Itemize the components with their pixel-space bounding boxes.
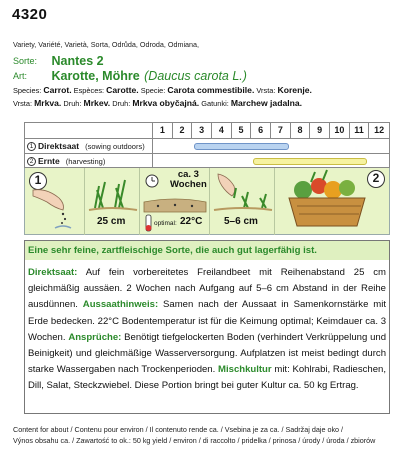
step-number-icon: 2 [27, 157, 36, 166]
paragraph-text: Auf fein vorbereitetes Freilandbeet mit Reihenabstand 25 cm gleichmäßig aussäen. 2 Wochen nach Aufgang auf 5–6 cm Abstand in der Reihe ausdünnen. [28, 267, 386, 311]
yield-footer-line-1: Content for about / Contenu pour environ / Il contenuto rende ca. / Vsebina je za ca. / Sadržaj daje oko / [13, 425, 344, 434]
species-name: Mrkev. [83, 98, 111, 108]
month-header-cell: 12 [374, 125, 385, 135]
row-label: Direktsaat [38, 141, 80, 151]
panel-harvest [275, 168, 391, 235]
month-header-cell: 11 [350, 123, 370, 138]
species-name: Carotte. [106, 85, 139, 95]
species-name: Mrkva obyčajná. [132, 98, 200, 108]
species-names-row-1 [13, 85, 312, 95]
harvest-period-bar [253, 158, 367, 165]
art-row [13, 67, 247, 85]
product-code: 4320 [12, 6, 48, 23]
calendar-label-sowing [25, 139, 153, 153]
row-label: Ernte [38, 156, 60, 166]
species-lang: Druh: [63, 99, 82, 108]
species-name: Marchew jadalna. [230, 98, 303, 108]
panel-row-spacing [85, 168, 140, 235]
step-number-icon: 1 [27, 142, 36, 151]
row-sublabel: (sowing outdoors) [85, 142, 145, 151]
variety-languages: Variety, Variété, Varietà, Sorta, Odrůda, Odroda, Odmiana, [13, 40, 200, 49]
month-header-cell: 9 [310, 123, 330, 138]
step-2-icon: 2 [367, 170, 385, 188]
month-header-cell: 8 [291, 123, 311, 138]
row-spacing-label: 25 cm [97, 216, 126, 227]
paragraph-text: Samen nach der Aussaat in Samenkornstärke mit Erde bedecken. 22°C Bodentemperatur ist für die Keimung optimal; Keimdauer ca. 3 Wochen. [28, 299, 386, 343]
month-header-cell: 4 [212, 123, 232, 138]
species-name: Carota commestibile. [167, 85, 255, 95]
sorte-label: Sorte: [13, 55, 38, 66]
month-header-cell: 2 [173, 123, 193, 138]
month-header-cell: 7 [271, 123, 291, 138]
paragraph-heading: Aussaathinweis: [82, 299, 159, 311]
sorte-value: Nantes 2 [51, 53, 104, 68]
month-header-cell: 1 [153, 123, 173, 138]
paragraph-text: mit: Kohlrabi, Radieschen, Dill, Salat, Steckzwiebel. Diese Portion bringt bei guter Kultur ca. 50 kg Ertrag. [28, 364, 386, 392]
optimal-label: optimal: [154, 220, 177, 227]
species-lang: Specie: [140, 86, 166, 95]
species-lang: Gatunki: [201, 99, 229, 108]
art-value: Karotte, Möhre [51, 68, 140, 83]
art-latin-name: (Daucus carota L.) [144, 68, 247, 83]
panel-thinning [210, 168, 275, 235]
art-label: Art: [13, 70, 28, 81]
species-name: Korenje. [277, 85, 312, 95]
row-sublabel: (harvesting) [65, 157, 106, 166]
species-name: Carrot. [43, 85, 72, 95]
species-lang: Vrsta: [256, 86, 276, 95]
calendar-label-harvest [25, 154, 153, 168]
illustration-strip [24, 168, 390, 235]
species-name: Mrkva. [34, 98, 62, 108]
species-names-row-2 [13, 98, 302, 108]
step-1-icon: 1 [29, 172, 47, 190]
calendar-month-header [25, 123, 389, 138]
paragraph-text: Benötigt tiefgelockerten Boden (verhindert Verkrüppelung und Beinigkeit) und gleichmäßige Wasserversorgung. Aufplatzen ist meist bedingt durch starke Wassergaben nach Trockenperioden. [28, 331, 387, 376]
panel-germination [140, 168, 210, 235]
calendar-row-sowing [25, 138, 389, 153]
paragraph-heading: Direktsaat: [28, 267, 78, 278]
sowing-period-bar [194, 143, 288, 150]
plant-spacing-label: 5–6 cm [224, 216, 258, 227]
species-lang: Druh: [112, 99, 131, 108]
growing-calendar [24, 122, 390, 168]
panel-sowing [25, 168, 85, 235]
calendar-row-harvest [25, 153, 389, 168]
description-box [24, 240, 390, 414]
variety-lead-text: Eine sehr feine, zartfleischige Sorte, die auch gut lagerfähig ist. [25, 241, 389, 260]
germination-time-label: ca. 3 Wochen [170, 169, 207, 190]
optimal-temperature-label: 22°C [180, 216, 203, 227]
calendar-corner-cell [25, 123, 153, 138]
description-body [28, 265, 386, 395]
yield-footer-line-2: Výnos obsahu ca. / Zawartość to ok.: 50 kg yield / environ / di raccolto / pridelka / prinosa / úrody / úroda / zbiorów [13, 436, 376, 445]
species-lang: Species: [13, 86, 42, 95]
species-lang: Vrsta: [13, 99, 33, 108]
paragraph-heading: Ansprüche: [68, 331, 122, 343]
sowing-hand-icon [25, 168, 85, 235]
month-header-cell: 5 [232, 123, 252, 138]
species-lang: Espèces: [73, 86, 105, 95]
month-header-cell: 3 [192, 123, 212, 138]
month-header-cell: 6 [251, 123, 271, 138]
paragraph-heading: Mischkultur [218, 364, 272, 376]
month-header-cell: 10 [330, 123, 350, 138]
